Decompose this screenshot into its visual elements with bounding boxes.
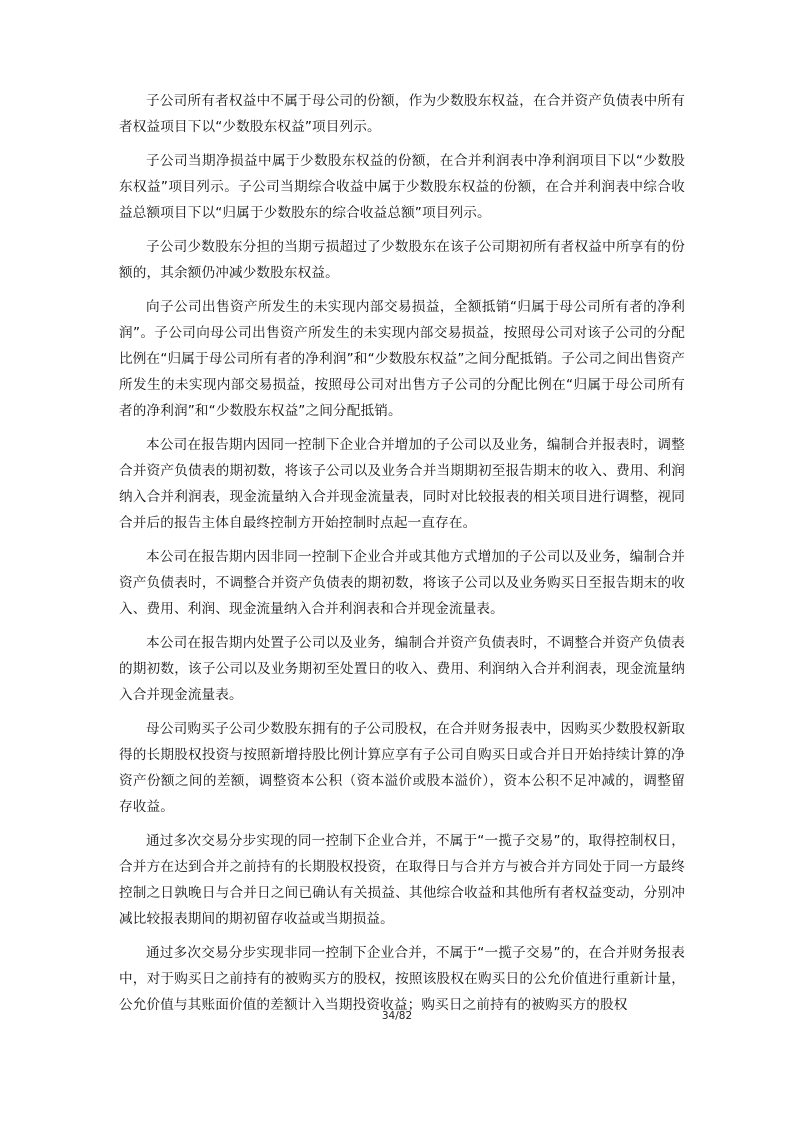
document-body (119, 88, 685, 1026)
paragraph-5: 本公司在报告期内因同一控制下企业合并增加的子公司以及业务，编制合并报表时，调整合并资产负债表的期初数，将该子公司以及业务合并当期期初至报告期末的收入、费用、利润纳入合并利润表，现金流量纳入合并现金流量表，同时对比较报表的相关项目进行调整，视同合并后的报告主体自最终控制方开始控制时点起一直存在。 (119, 437, 685, 531)
paragraph-2: 子公司当期净损益中属于少数股东权益的份额，在合并利润表中净利润项目下以“少数股东权益”项目列示。子公司当期综合收益中属于少数股东权益的份额，在合并利润表中综合收益总额项目下以“归属于少数股东的综合收益总额”项目列示。 (119, 153, 685, 221)
page-number: 34/82 (381, 1010, 413, 1022)
paragraph-3: 子公司少数股东分担的当期亏损超过了少数股东在该子公司期初所有者权益中所享有的份额的，其余额仍冲减少数股东权益。 (119, 239, 685, 281)
paragraph-9: 通过多次交易分步实现的同一控制下企业合并，不属于“一揽子交易”的，取得控制权日，合并方在达到合并之前持有的长期股权投资，在取得日与合并方与被合并方同处于同一方最终控制之日孰晚日与合并日之间已确认有关损益、其他综合收益和其他所有者权益变动，分别冲减比较报表期间的期初留存收益或当期损益。 (119, 833, 685, 927)
paragraph-4: 向子公司出售资产所发生的未实现内部交易损益，全额抵销“归属于母公司所有者的净利润”。子公司向母公司出售资产所发生的未实现内部交易损益，按照母公司对该子公司的分配比例在“归属于母公司所有者的净利润”和“少数股东权益”之间分配抵销。子公司之间出售资产所发生的未实现内部交易损益，按照母公司对出售方子公司的分配比例在“归属于母公司所有者的净利润”和“少数股东权益”之间分配抵销。 (119, 299, 685, 419)
paragraph-10: 通过多次交易分步实现非同一控制下企业合并，不属于“一揽子交易”的，在合并财务报表中，对于购买日之前持有的被购买方的股权，按照该股权在购买日的公允价值进行重新计量，公允价值与其账面价值的差额计入当期投资收益；购买日之前持有的被购买方的股权 (119, 945, 685, 1013)
paragraph-8: 母公司购买子公司少数股东拥有的子公司股权，在合并财务报表中，因购买少数股权新取得的长期股权投资与按照新增持股比例计算应享有子公司自购买日或合并日开始持续计算的净资产份额之间的差额，调整资本公积（资本溢价或股本溢价），资本公积不足冲减的，调整留存收益。 (119, 721, 685, 815)
paragraph-7: 本公司在报告期内处置子公司以及业务，编制合并资产负债表时，不调整合并资产负债表的期初数，该子公司以及业务期初至处置日的收入、费用、利润纳入合并利润表，现金流量纳入合并现金流量表。 (119, 635, 685, 703)
paragraph-1: 子公司所有者权益中不属于母公司的份额，作为少数股东权益，在合并资产负债表中所有者权益项目下以“少数股东权益”项目列示。 (119, 93, 685, 135)
paragraph-6: 本公司在报告期内因非同一控制下企业合并或其他方式增加的子公司以及业务，编制合并资产负债表时，不调整合并资产负债表的期初数，将该子公司以及业务购买日至报告期末的收入、费用、利润、现金流量纳入合并利润表和合并现金流量表。 (119, 549, 685, 617)
